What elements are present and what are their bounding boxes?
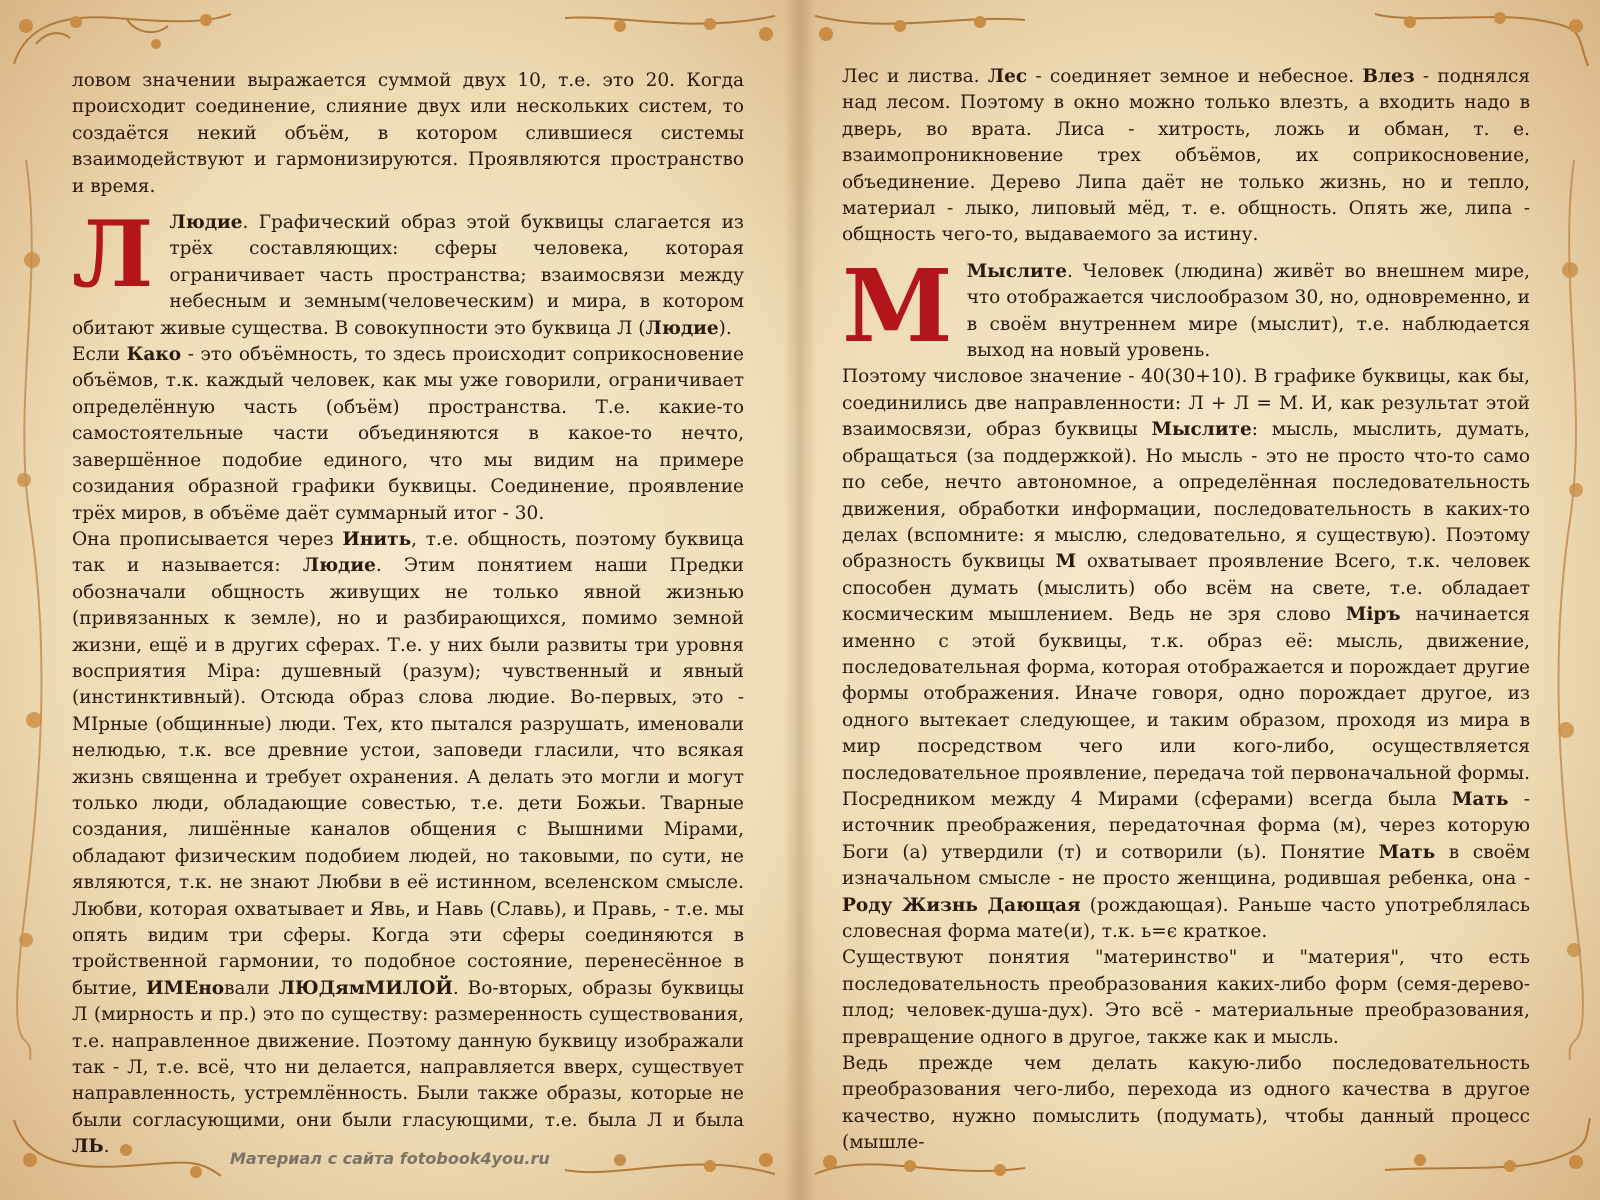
r-p2-mid3: начинается именно с этой буквицы, т.к. образ её: мысль, движение, последовательная форма, которая отображается и порождает другие формы отображения. Иначе говоря, одно порождает другое, из одного вытекает следующее, и таким образом, проходя из мира в мир посредством чего или кого-либо, осуществляется последовательное проявление, передача той первоначальной формы. Посредником между 4 Мирами (сферами) всегда была: [842, 604, 1530, 810]
term-mir: Міръ: [1345, 604, 1401, 626]
p3-mid1: , т.е. общность, поэтому буквица так и называется:: [72, 528, 744, 577]
source-footer: Материал с сайта fotobook4you.ru: [230, 1149, 550, 1168]
top-right-ornament-icon: [560, 4, 780, 64]
p3-start: Она прописывается через: [72, 528, 343, 550]
term-ludyammiloy: ЛЮДямМИЛОЙ: [278, 977, 453, 999]
border-vine-icon: [4, 160, 64, 1060]
term-mat-2: Мать: [1378, 841, 1436, 863]
corner-ornament-icon: [6, 4, 236, 74]
term-ludie-3: Людие: [302, 555, 376, 577]
r-p2-mid5: в своём изначальном смысле - не просто женщина, родившая ребенка, она -: [842, 841, 1530, 890]
p3-mid2: . Этим понятием наши Предки обозначали общность живущих не только явной жизнью (привязанных к земле), но и разбирающихся, помимо земной жизни, ещё и в других сферах. Т.е. у них были развиты три уровня восприятия Міра: душевный (разум); чувственный и явный (инстинктивный). Отсюда образ слова людие. Во-первых, это - МІрные (общинные) люди. Тех, кто пытался разрушать, именовали нелюдью, т.к. все древние устои, заповеди гласили, что всякая жизнь священна и требует охранения. А делать это могли и могут только люди, обладающие совестью, т.е. дети Божьи. Тварные создания, лишённые каналов общения с Вышними Мірами, обладают физическим подобием людей, но таковыми, по сути, не являются, т.к. не знают Любви в её истинном, вселенском смысле. Любви, которая охватывает и Явь, и Навь (Славь), и Правь, - т.е. мы опять видим три сферы. Когда эти сферы соединяются в тройственной гармонии, то подобное состояние, перенесённое в бытие,: [72, 555, 744, 999]
term-m: М: [1055, 551, 1077, 573]
r-p2-mid1: : мысль, мыслить, думать, обращаться (за поддержкой). Но мысль - это не просто что-то само по себе, нечто автономное, а определённая последовательность движения, обработки информации, последовательность в каких-то делах (вспомните: я мыслю, следовательно, я существую). Поэтому образность буквицы: [842, 419, 1530, 573]
final-paragraph: Ведь прежде чем делать какую-либо последовательность преобразования чего-либо, перехода из одного качества в другое качество, нужно помыслить (подумать), чтобы данный процесс (мышле-: [842, 1053, 1530, 1154]
section-m-paragraph: [842, 246, 1530, 365]
section-l-paragraph: [72, 200, 744, 342]
term-kako: Како: [126, 344, 182, 366]
p3-mid3: вали: [224, 977, 279, 999]
p3-final: .: [103, 1136, 110, 1158]
r-p1-rest: - поднялся над лесом. Поэтому в окно можно только влезть, а входить надо в дверь, во врата. Лиса - хитрость, ложь и обман, т. е. взаимопроникновение трех объёмов, их соприкосновение, объединение. Дерево Липа даёт не только жизнь, но и тепло, материал - лыко, липовый мёд, т. е. общность. Опять же, липа - общность чего-то, выдаваемого за истину.: [842, 66, 1530, 246]
term-les: Лес: [987, 66, 1028, 87]
forest-paragraph: [842, 64, 1530, 249]
p3-end: . Во-вторых, образы буквицы Л (мирность и пр.) это по существу: размеренность существования, т.е. направленное движение. Поэтому данную буквицу изображали так - Л, т.е. всё, что ни делается, направляется вверх, существует направленность, устремлённость. Были также образы, которые не были согласующими, они были гласующими, т.е. была Л и была: [72, 977, 744, 1131]
term-mat: Мать: [1451, 788, 1509, 810]
drop-cap-l: Л: [72, 200, 154, 309]
right-page-text: [842, 64, 1530, 1157]
left-page-text: [72, 68, 744, 1161]
intro-paragraph: ловом значении выражается суммой двух 10, т.е. это 20. Когда происходит соединение, слияние двух или нескольких систем, то создаётся некий объём, в котором слившиеся системы взаимодействуют и гармонизируются. Проявляются пространство и время.: [72, 70, 744, 197]
term-imeno: ИМЕно: [146, 977, 225, 999]
section-l-end: ).: [718, 317, 732, 339]
section-m-text: . Человек (людина) живёт во внешнем мире, что отображается числообразом 30, но, одновременно, и в своём внутреннем мире (мыслит), т.е. наблюдается выход на новый уровень.: [966, 260, 1530, 362]
init-paragraph: [72, 527, 744, 1161]
p2-rest: - это объёмность, то здесь происходит соприкосновение объёмов, т.к. каждый человек, как мы уже говорили, ограничивает определённую часть (объём) пространства. Т.е. какие-то самостоятельные части объединяются в какое-то нечто, завершённое подобие единого, что мы видим на примере созидания образной графики буквицы. Соединение, проявление трёх миров, в объёме даёт суммарный итог - 30.: [72, 344, 744, 524]
r-p1-mid1: - соединяет земное и небесное.: [1027, 66, 1363, 87]
kako-paragraph: [72, 342, 744, 527]
r-p2-mid4: - источник преображения, передаточная форма (м), через которую Боги (а) утвердили (т) и сотворили (ь). Понятие: [842, 788, 1530, 863]
term-l-soft: ЛЬ: [72, 1136, 104, 1158]
term-ludie: Людие: [169, 212, 243, 234]
term-vlez: Влез: [1362, 66, 1415, 87]
term-ludie-2: Людие: [645, 317, 719, 339]
border-vine-right-icon: [1540, 160, 1600, 1060]
r-p2-end: (рождающая). Раньше часто употреблялась словесная форма мате(и), т.к. ь=є краткое.: [842, 894, 1530, 942]
materiya-paragraph: Существуют понятия "материнство" и "материя", что есть последовательность преобразования каких-либо форм (семя-дерево-плод; человек-душа-дух). Это всё - материальные преобразования, превращение одного в другое, также как и мысль.: [842, 947, 1530, 1048]
numeric-paragraph: [842, 364, 1530, 945]
r-p2-start: Поэтому числовое значение - 40(30+10). В графике буквицы, как бы, соединились две направленности: Л + Л = М. И, как результат этой взаимосвязи, образ буквицы: [842, 366, 1530, 441]
right-page: [800, 0, 1600, 1200]
section-l-text: . Графический образ этой буквицы слагается из трёх составляющих: сферы человека, которая ограничивает часть пространства; взаимосвязи между небесным и земным(человеческим) и мира, в котором обитают живые существа. В совокупности это буквица Л (: [72, 212, 744, 339]
term-myslite: Мыслите: [966, 260, 1067, 282]
top-left-ornament-icon: [810, 4, 1030, 64]
p2-start: Если: [72, 344, 127, 366]
term-rodu-zhizn: Роду Жизнь Дающая: [842, 894, 1081, 916]
drop-cap-m: М: [842, 246, 953, 365]
r-p2-mid2: охватывает проявление Всего, т.к. человек способен думать (мыслить) обо всём на свете, т.е. обладает космическим мышлением. Ведь не зря слово: [842, 551, 1530, 626]
book-spine: [784, 0, 816, 1200]
r-p1-start: Лес и листва.: [842, 66, 988, 87]
term-init: Инить: [342, 528, 412, 550]
term-myslite-2: Мыслите: [1151, 419, 1252, 441]
